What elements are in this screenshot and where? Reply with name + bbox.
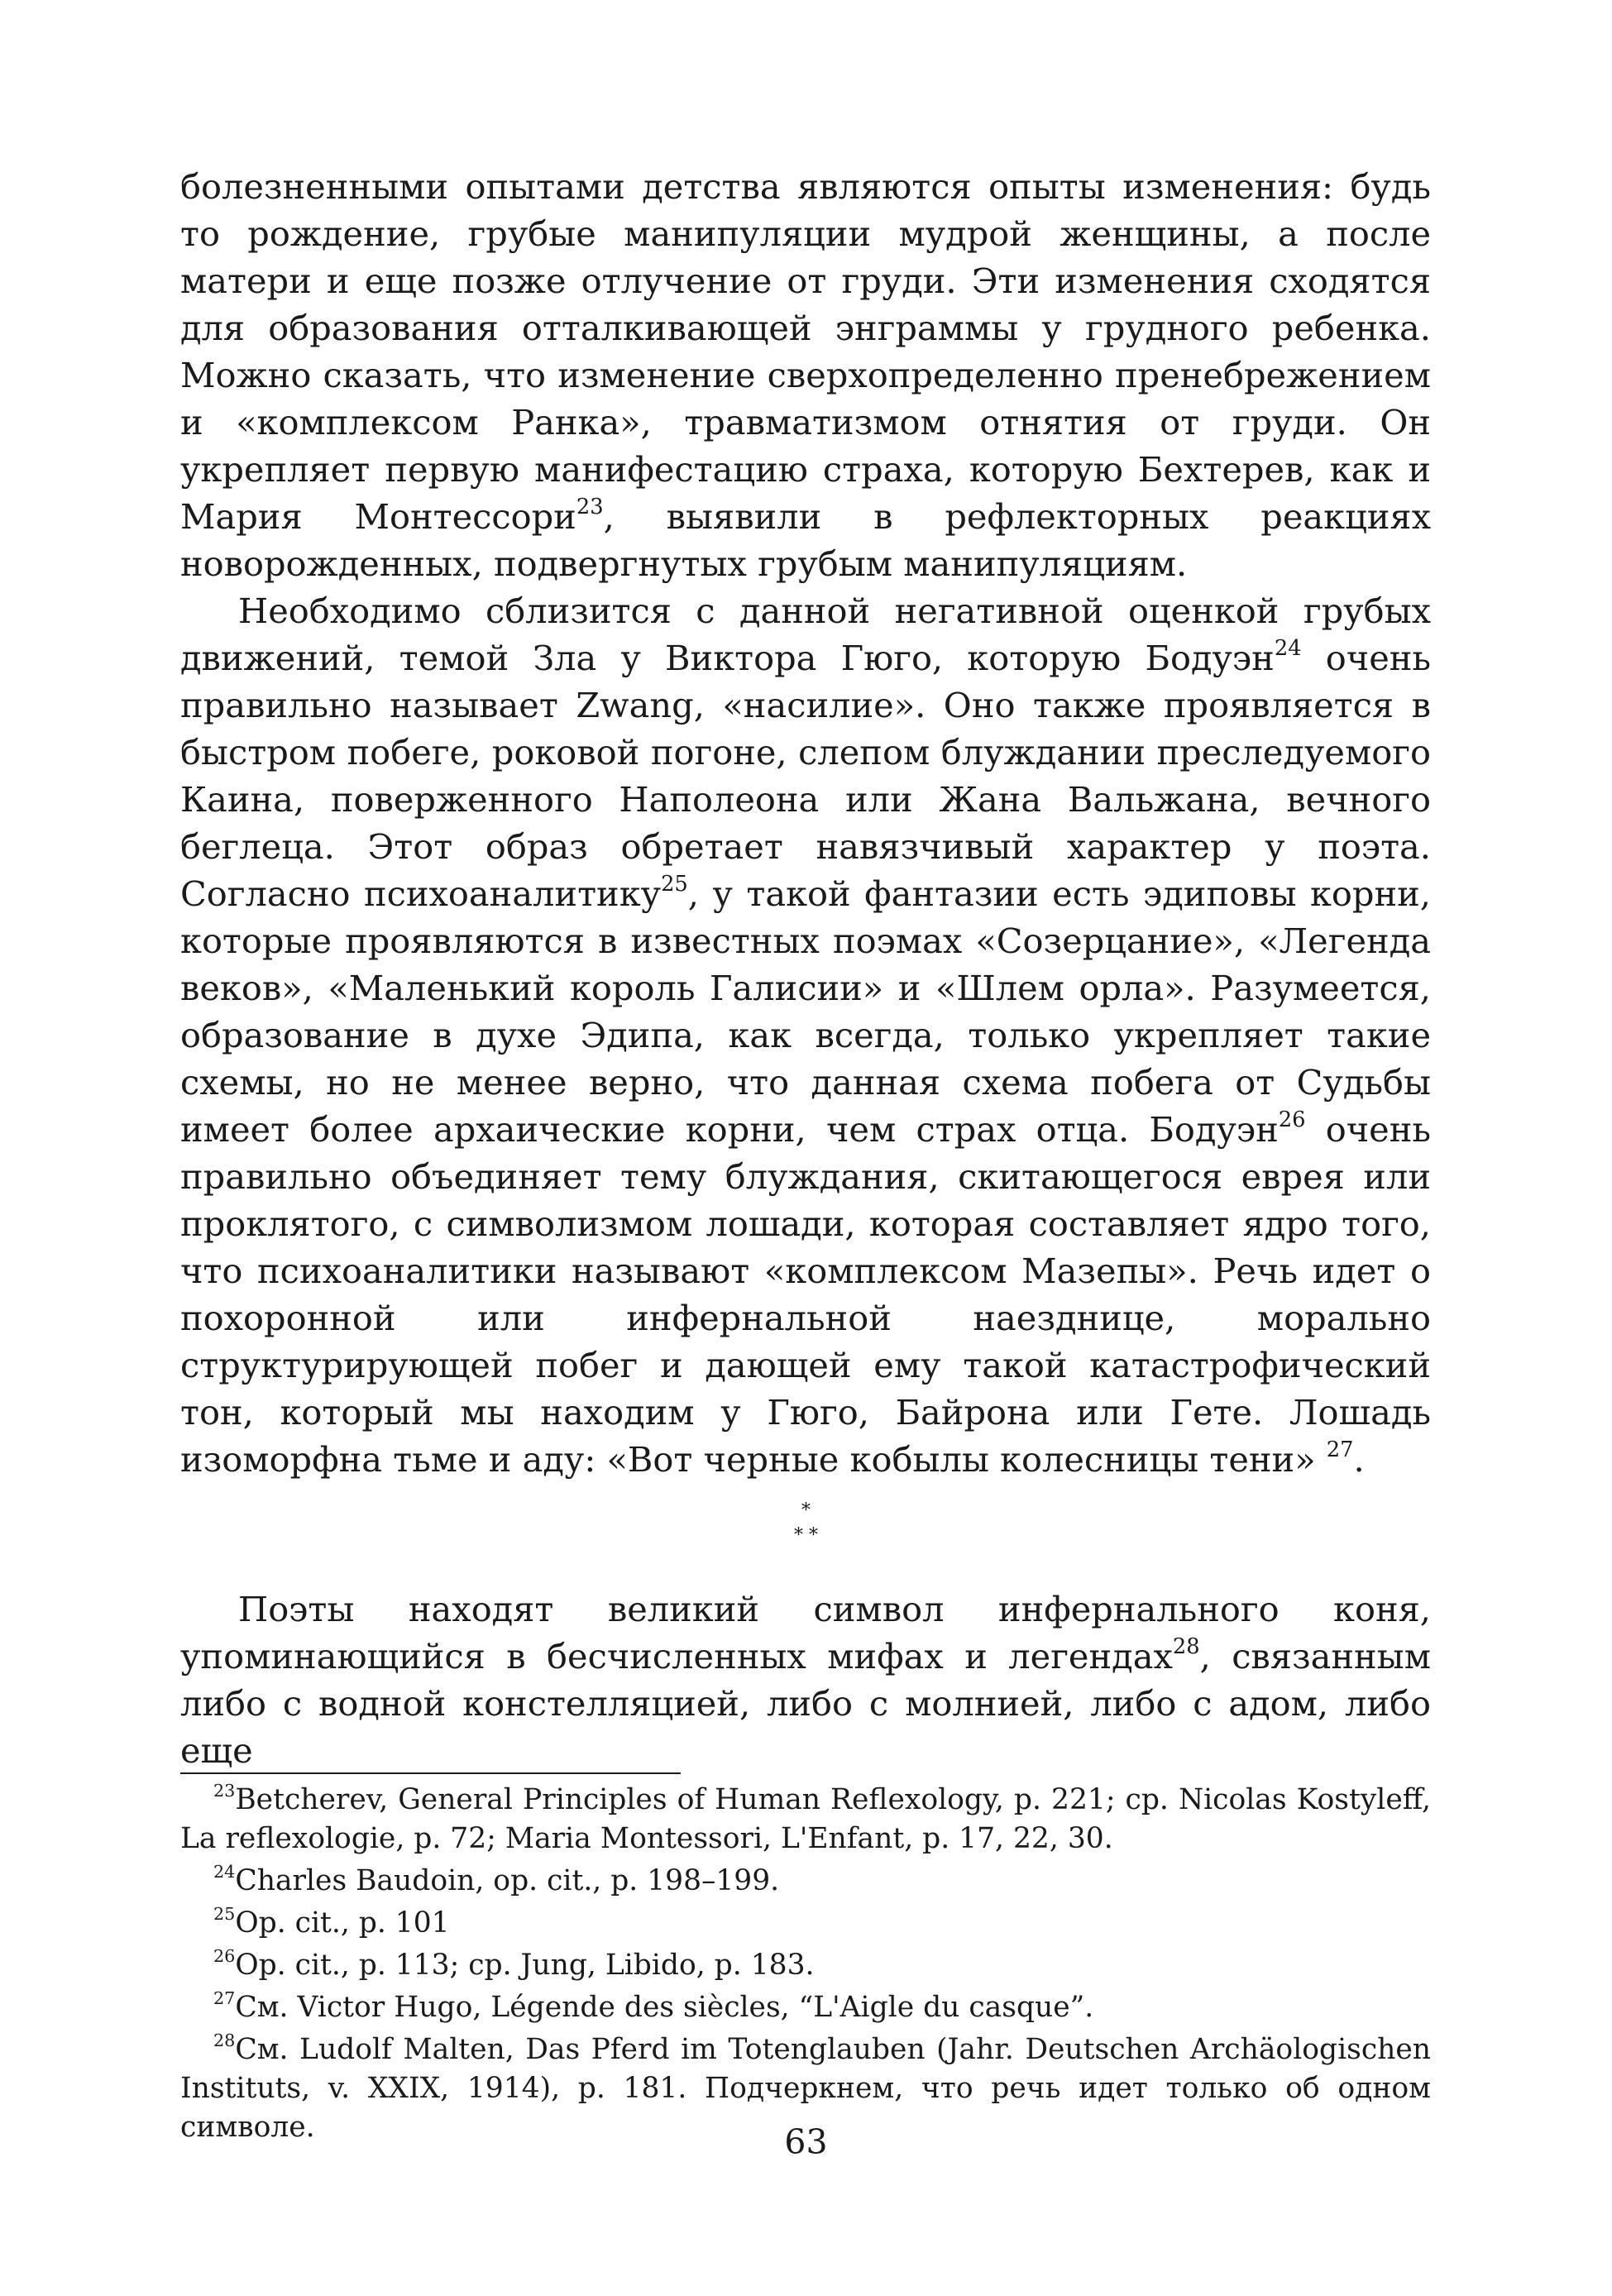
footnote-25 — [180, 1904, 1431, 1943]
footnotes — [180, 1781, 1431, 2150]
footnote-text: См. Victor Hugo, Légende des siècles, “L'Aigle du casque”. — [235, 1991, 1094, 2024]
paragraph-2 — [180, 587, 1431, 1483]
footnote-text: См. Ludolf Malten, Das Pferd im Totenglauben (Jahr. Deutschen Archäologischen Instituts, v. XXIX, 1914), p. 181. Подчеркнем, что речь идет только об одном символе. — [180, 2033, 1431, 2144]
footnote-number: 24 — [213, 1862, 236, 1882]
footnote-ref-28: 28 — [1172, 1634, 1200, 1660]
footnote-text: Op. cit., p. 113; cp. Jung, Libido, p. 183. — [235, 1949, 815, 1982]
footnote-divider — [180, 1772, 681, 1774]
paragraph-text: , у такой фантазии есть эдиповы корни, которые проявляются в известных поэмах «Созерцание», «Легенда веков», «Маленький король Галисии» и «Шлем орла». Разумеется, образование в духе Эдипа, как всегда, только укрепляет такие схемы, но не менее верно, что данная схема побега от Судьбы имеет более архаические корни, чем страх отца. Бодуэн — [180, 873, 1431, 1150]
main-text-upper — [180, 163, 1431, 1483]
paragraph-1 — [180, 163, 1431, 587]
paragraph-text: , выявили в рефлекторных реакциях новорожденных, подвергнутых грубым манипуляциям. — [180, 496, 1431, 584]
paragraph-3 — [180, 1586, 1431, 1774]
footnote-26 — [180, 1946, 1431, 1985]
paragraph-text: очень правильно называет Zwang, «насилие». Оно также проявляется в быстром побеге, роковой погоне, слепом блуждании преследуемого Каина, поверженного Наполеона или Жана Вальжана, вечного беглеца. Этот образ обретает навязчивый характер у поэта. Согласно психоаналитику — [180, 638, 1432, 914]
paragraph-text: Необходимо сблизится с данной негативной оценкой грубых движений, темой Зла у Виктора Гюго, которую Бодуэн — [180, 591, 1431, 678]
footnote-number: 27 — [213, 1988, 236, 2009]
paragraph-text: Поэты находят великий символ инфернального коня, упоминающийся в бесчисленных мифах и легендах — [180, 1589, 1431, 1677]
paragraph-text: болезненными опытами детства являются опыты изменения: будь то рождение, грубые манипуляции мудрой женщины, а после матери и еще позже отлучение от груди. Эти изменения сходятся для образования отталкивающей энграммы у грудного ребенка. Можно сказать, что изменение сверхопределенно пренебрежением и «комплексом Ранка», травматизмом отнятия от груди. Он укрепляет первую манифестацию страха, которую Бехтерев, как и Мария Монтессори — [180, 166, 1431, 537]
paragraph-text: очень правильно объединяет тему блуждания, скитающегося еврея или проклятого, с символизмом лошади, которая составляет ядро того, что психоаналитики называют «комплексом Мазепы». Речь идет о похоронной или инфернальной наезднице, морально структурирующей побег и дающей ему такой катастрофический тон, который мы находим у Гюго, Байрона или Гете. Лошадь изоморфна тьме и аду: «Вот черные кобылы колесницы тени» — [180, 1109, 1431, 1480]
footnote-number: 25 — [213, 1904, 236, 1925]
footnote-ref-24: 24 — [1274, 636, 1302, 662]
footnote-number: 26 — [213, 1946, 236, 1967]
footnote-text: Charles Baudoin, op. cit., p. 198–199. — [235, 1864, 780, 1897]
paragraph-text: . — [1353, 1439, 1365, 1480]
footnote-text: Betcherev, General Principles of Human Reflexology, p. 221; cp. Nicolas Kostyleff, La reflexologie, p. 72; Maria Montessori, L'Enfant, p. 17, 22, 30. — [180, 1783, 1431, 1855]
paragraph-text: , связанным либо с водной констелляцией, либо с молнией, либо с адом, либо еще — [180, 1636, 1431, 1771]
footnote-text: Op. cit., p. 101 — [235, 1906, 450, 1940]
separator-stars-bottom: * * — [794, 1525, 818, 1546]
footnote-number: 28 — [213, 2031, 236, 2051]
main-text-lower — [180, 1586, 1431, 1774]
footnote-27 — [180, 1988, 1431, 2027]
footnote-ref-26: 26 — [1278, 1107, 1306, 1133]
footnote-ref-23: 23 — [576, 495, 604, 520]
footnote-24 — [180, 1862, 1431, 1901]
page-number: 63 — [784, 2122, 828, 2162]
separator-star-top: * — [801, 1500, 811, 1521]
footnote-ref-25: 25 — [661, 872, 688, 897]
footnote-ref-27: 27 — [1326, 1437, 1354, 1463]
footnote-23 — [180, 1781, 1431, 1858]
section-separator — [0, 1499, 1612, 1548]
footnote-number: 23 — [213, 1781, 236, 1801]
